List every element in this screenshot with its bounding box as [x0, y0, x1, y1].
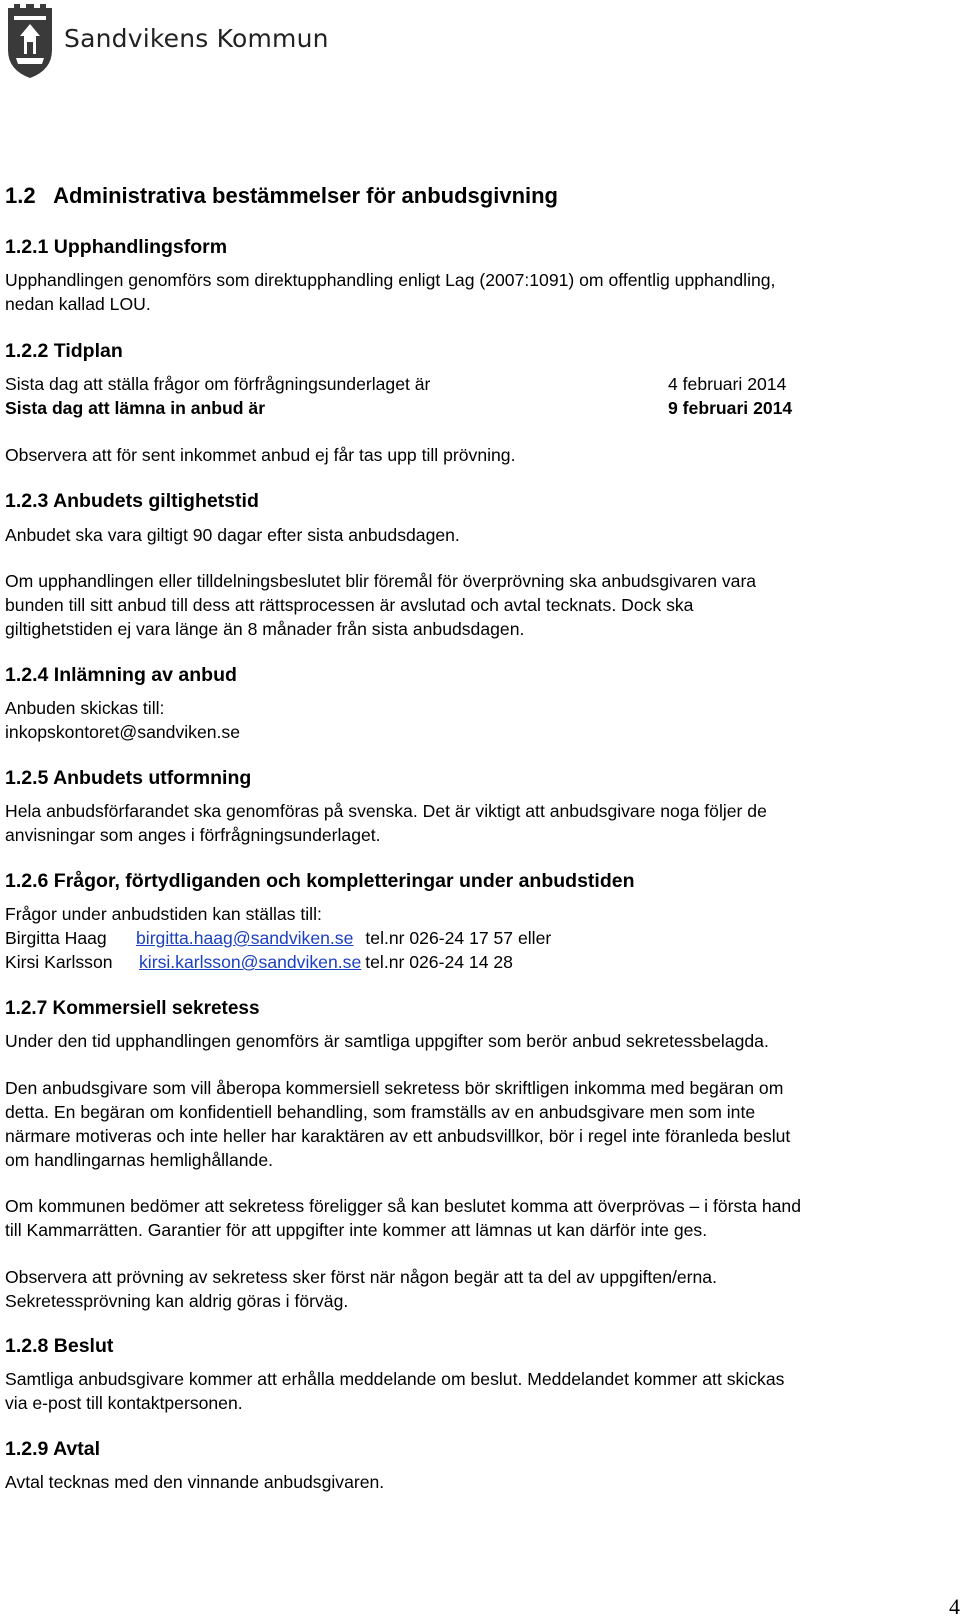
heading-sekretess: 1.2.7 Kommersiell sekretess: [5, 998, 260, 1019]
heading-fragor: 1.2.6 Frågor, förtydliganden och kompletteringar under anbudstiden: [5, 870, 635, 892]
contact-phone: tel.nr 026-24 17 57 eller: [365, 928, 552, 948]
schedule-row-date: 9 februari 2014: [668, 398, 793, 418]
heading-beslut: 1.2.8 Beslut: [5, 1335, 114, 1357]
paragraph-line: Anbuden skickas till:: [5, 698, 165, 718]
paragraph-line: Anbudet ska vara giltigt 90 dagar efter sista anbudsdagen.: [5, 525, 460, 545]
paragraph-line: till Kammarrätten. Garantier för att uppgifter inte kommer att lämnas ut kan därför inte ges.: [5, 1220, 708, 1240]
schedule-row-label: Sista dag att lämna in anbud är: [5, 398, 266, 418]
sandviken-logo: [6, 2, 329, 80]
submission-email: inkopskontoret@sandviken.se: [5, 722, 240, 742]
paragraph-line: anvisningar som anges i förfrågningsunderlaget.: [5, 825, 381, 845]
paragraph-line: Hela anbudsförfarandet ska genomföras på svenska. Det är viktigt att anbudsgivare noga följer de: [5, 801, 767, 821]
paragraph-line: giltighetstiden ej vara länge än 8 månader från sista anbudsdagen.: [5, 619, 525, 639]
paragraph-line: Frågor under anbudstiden kan ställas till:: [5, 904, 322, 924]
paragraph-line: nedan kallad LOU.: [5, 294, 151, 314]
paragraph-line: Sekretessprövning kan aldrig göras i förväg.: [5, 1291, 349, 1311]
heading-inlamning: 1.2.4 Inlämning av anbud: [5, 664, 237, 686]
paragraph-line: om handlingarnas hemlighållande.: [5, 1150, 273, 1170]
schedule-row-label: Sista dag att ställa frågor om förfrågningsunderlaget är: [5, 374, 431, 394]
heading-giltighetstid: 1.2.3 Anbudets giltighetstid: [5, 490, 259, 512]
org-name: Sandvikens Kommun: [64, 23, 329, 53]
paragraph-line: via e-post till kontaktpersonen.: [5, 1393, 243, 1413]
contact-phone: tel.nr 026-24 14 28: [365, 952, 513, 972]
paragraph-line: närmare motiveras och inte heller har karaktären av ett anbudsvillkor, bör i regel inte föranleda beslut: [5, 1126, 791, 1146]
paragraph-line: bunden till sitt anbud till dess att rättsprocessen är avslutad och avtal tecknats. Dock ska: [5, 595, 694, 615]
schedule-row-date: 4 februari 2014: [668, 374, 787, 394]
heading-upphandlingsform: 1.2.1 Upphandlingsform: [5, 236, 228, 258]
coat-of-arms-icon: [6, 2, 54, 80]
paragraph-line: Upphandlingen genomförs som direktupphandling enligt Lag (2007:1091) om offentlig upphandling,: [5, 270, 776, 290]
paragraph-line: Om kommunen bedömer att sekretess föreligger så kan beslutet komma att överprövas – i första hand: [5, 1196, 802, 1216]
paragraph-line: Under den tid upphandlingen genomförs är samtliga uppgifter som berör anbud sekretessbelagda.: [5, 1031, 769, 1051]
section-heading-1-2: 1.2 Administrativa bestämmelser för anbudsgivning: [5, 183, 558, 208]
contact-name: Kirsi Karlsson: [5, 952, 113, 972]
contact-email-link[interactable]: birgitta.haag@sandviken.se: [136, 928, 354, 948]
paragraph-line: Om upphandlingen eller tilldelningsbeslutet blir föremål för överprövning ska anbudsgivaren vara: [5, 571, 757, 591]
heading-avtal: 1.2.9 Avtal: [5, 1438, 101, 1460]
paragraph-line: Samtliga anbudsgivare kommer att erhålla meddelande om beslut. Meddelandet kommer att skickas: [5, 1369, 785, 1389]
paragraph-line: Avtal tecknas med den vinnande anbudsgivaren.: [5, 1472, 385, 1492]
paragraph-line: Observera att för sent inkommet anbud ej får tas upp till prövning.: [5, 445, 516, 465]
heading-utformning: 1.2.5 Anbudets utformning: [5, 767, 252, 789]
contact-row: [5, 926, 551, 950]
paragraph-line: detta. En begäran om konfidentiell behandling, som framställs av en anbudsgivare men som inte: [5, 1102, 756, 1122]
contact-name: Birgitta Haag: [5, 928, 107, 948]
contact-row: [5, 950, 513, 974]
page-number: 4: [949, 1594, 960, 1619]
heading-tidplan: 1.2.2 Tidplan: [5, 340, 123, 362]
paragraph-line: Den anbudsgivare som vill åberopa kommersiell sekretess bör skriftligen inkomma med begäran om: [5, 1078, 784, 1098]
paragraph-line: Observera att prövning av sekretess sker först när någon begär att ta del av uppgiften/erna.: [5, 1267, 717, 1287]
contact-email-link[interactable]: kirsi.karlsson@sandviken.se: [139, 952, 362, 972]
